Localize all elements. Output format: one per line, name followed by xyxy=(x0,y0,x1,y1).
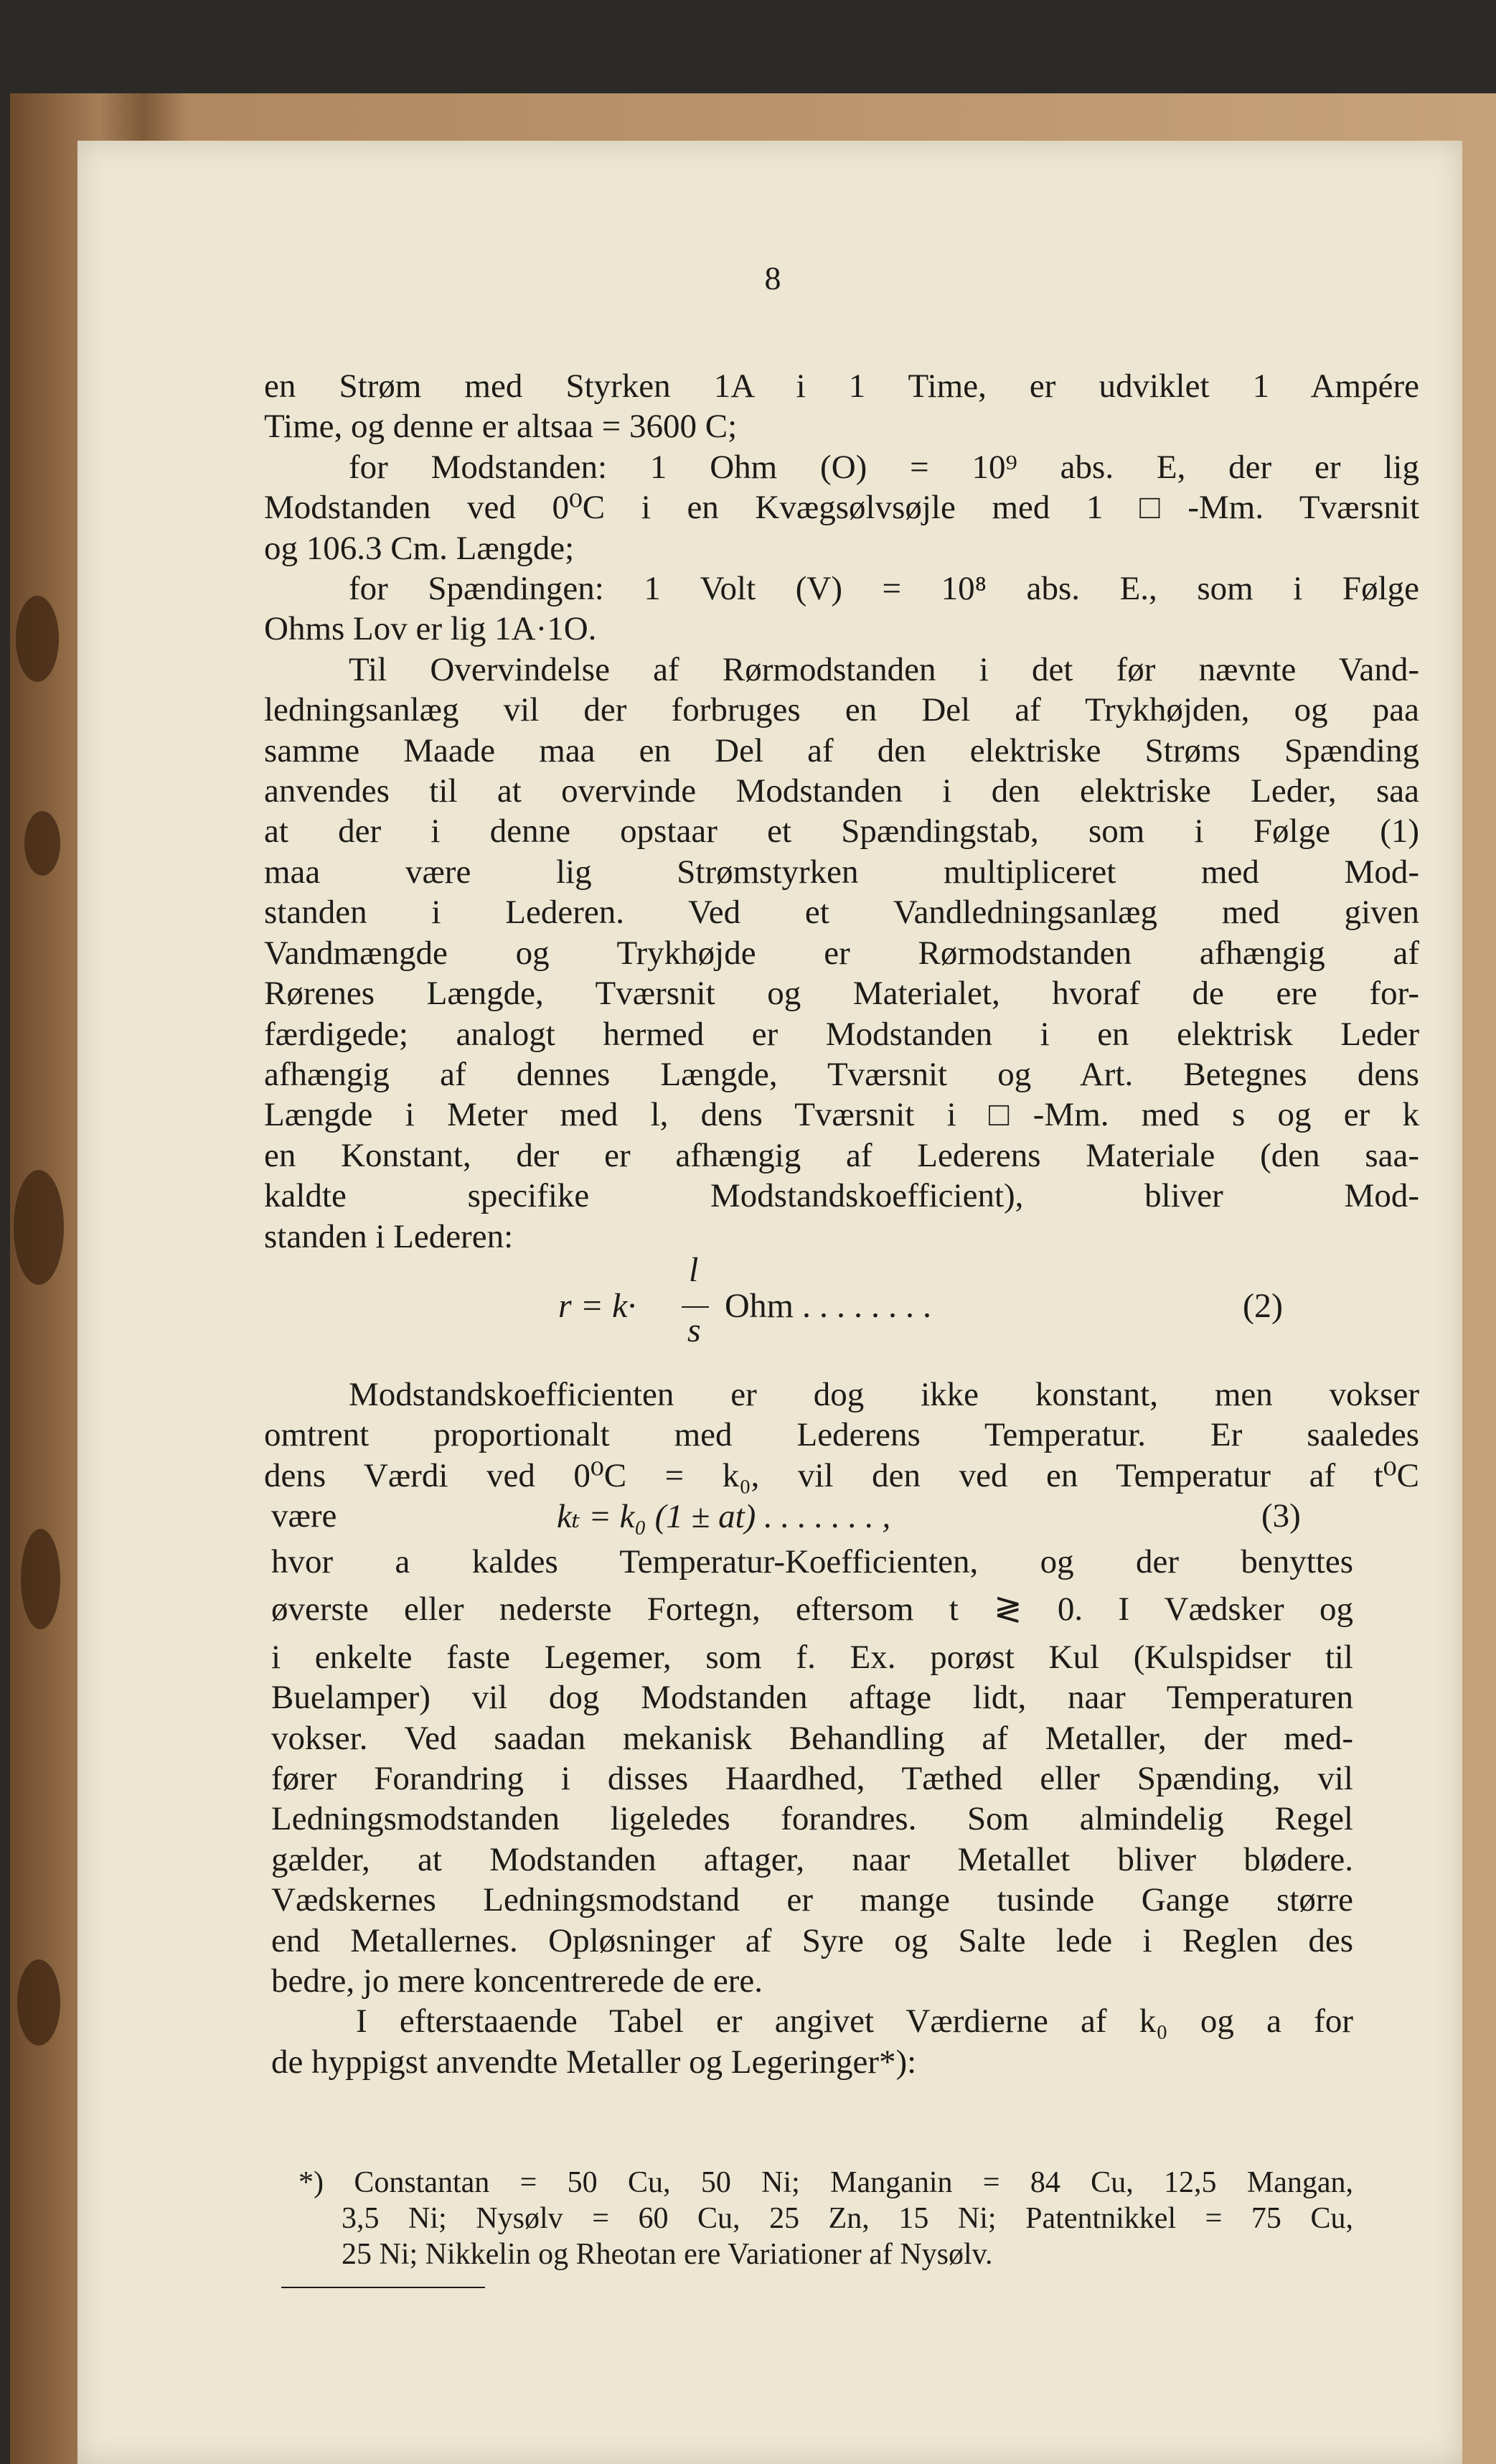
stain xyxy=(24,811,60,876)
text-line: en Konstant, der er afhængig af Lederens Materiale (den saa- xyxy=(264,1136,1419,1174)
stain xyxy=(21,1529,60,1629)
text-line: ledningsanlæg vil der forbruges en Del af Trykhøjden, og paa xyxy=(264,691,1419,729)
formula-lead: være xyxy=(271,1497,337,1535)
fraction-numerator: l xyxy=(689,1251,699,1289)
text-line: i enkelte faste Legemer, som f. Ex. porøst Kul (Kulspidser til xyxy=(271,1638,1353,1676)
text-line: de hyppigst anvendte Metaller og Legeringer*): xyxy=(271,2043,917,2081)
text-line: standen i Lederen. Ved et Vandledningsanlæg med given xyxy=(264,894,1419,932)
text-line: maa være lig Strømstyrken multipliceret med Mod- xyxy=(264,853,1419,891)
text-line: Til Overvindelse af Rørmodstanden i det før nævnte Vand- xyxy=(349,650,1419,688)
formula-2 xyxy=(0,1251,1496,1357)
text-line: og 106.3 Cm. Længde; xyxy=(264,529,575,567)
text-line: Time, og denne er altsaa = 3600 C; xyxy=(264,408,738,446)
text-line: omtrent proportionalt med Lederens Temperatur. Er saaledes xyxy=(264,1416,1419,1454)
text-line: vokser. Ved saadan mekanisk Behandling af Metaller, der med- xyxy=(271,1719,1353,1757)
text-line: Ohms Lov er lig 1A·1O. xyxy=(264,610,597,648)
page-number: 8 xyxy=(764,260,781,296)
stain xyxy=(17,1959,60,2046)
text-line: end Metallernes. Opløsninger af Syre og Salte lede i Reglen des xyxy=(271,1921,1353,1959)
text-line: Buelamper) vil dog Modstanden aftage lidt, naar Temperaturen xyxy=(271,1679,1353,1717)
text-line: fører Forandring i disses Haardhed, Tæthed eller Spænding, vil xyxy=(271,1760,1353,1798)
text-line: dens Værdi ved 0⁰C = k₀, vil den ved en Temperatur af t⁰C xyxy=(264,1456,1419,1494)
text-line: hvor a kaldes Temperatur-Koefficienten, og der benyttes xyxy=(271,1543,1353,1580)
text-line: afhængig af dennes Længde, Tværsnit og Art. Betegnes dens xyxy=(264,1055,1419,1093)
text-line: Rørenes Længde, Tværsnit og Materialet, hvoraf de ere for- xyxy=(264,975,1419,1013)
text-line: bedre, jo mere koncentrerede de ere. xyxy=(271,1962,763,2000)
text-line: færdigede; analogt hermed er Modstanden i en elektrisk Leder xyxy=(264,1015,1419,1053)
text-line: en Strøm med Styrken 1A i 1 Time, er udviklet 1 Ampére xyxy=(264,367,1419,405)
text-line: Vædskernes Ledningsmodstand er mange tusinde Gange større xyxy=(271,1881,1353,1919)
text-line: samme Maade maa en Del af den elektriske Strøms Spænding xyxy=(264,731,1419,769)
equation-number: (3) xyxy=(1261,1497,1301,1535)
formula-unit: Ohm . . . . . . . . xyxy=(725,1287,931,1325)
formula-3 xyxy=(0,1496,1496,1540)
text-line: anvendes til at overvinde Modstanden i den elektriske Leder, saa xyxy=(264,772,1419,810)
text-line: at der i denne opstaar et Spændingstab, som i Følge (1) xyxy=(264,812,1419,851)
text-line: gælder, at Modstanden aftager, naar Metallet bliver blødere. xyxy=(271,1840,1353,1878)
page-text-b xyxy=(264,1374,1419,1496)
stain xyxy=(16,596,59,682)
equation-number: (2) xyxy=(1243,1287,1283,1325)
page-text-c xyxy=(271,1542,1353,2082)
formula-lhs: r = k· xyxy=(558,1287,636,1325)
text-line: for Modstanden: 1 Ohm (O) = 10⁹ abs. E, der er lig xyxy=(349,448,1419,486)
footnote-line: 3,5 Ni; Nysølv = 60 Cu, 25 Zn, 15 Ni; Patentnikkel = 75 Cu, xyxy=(342,2202,1353,2235)
text-line: Modstandskoefficienten er dog ikke konstant, men vokser xyxy=(349,1376,1419,1413)
footnote-line: 25 Ni; Nikkelin og Rheotan ere Variationer af Nysølv. xyxy=(342,2238,993,2271)
text-line: øverste eller nederste Fortegn, eftersom t ≷ 0. I Vædsker og xyxy=(271,1591,1353,1629)
footnote-line: *) Constantan = 50 Cu, 50 Ni; Manganin = 84 Cu, 12,5 Mangan, xyxy=(298,2166,1353,2199)
fraction-bar xyxy=(682,1306,709,1308)
text-line: Modstanden ved 0⁰C i en Kvægsølvsøjle med 1 □-Mm. Tværsnit xyxy=(264,489,1419,527)
text-line: for Spændingen: 1 Volt (V) = 10⁸ abs. E., som i Følge xyxy=(349,570,1419,608)
text-line: standen i Lederen: xyxy=(264,1217,514,1255)
text-line: Længde i Meter med l, dens Tværsnit i □-Mm. med s og er k xyxy=(264,1096,1419,1134)
footnote-rule xyxy=(281,2287,485,2288)
fraction-denominator: s xyxy=(687,1311,701,1349)
text-line: Ledningsmodstanden ligeledes forandres. Som almindelig Regel xyxy=(271,1800,1353,1838)
text-line: Vandmængde og Trykhøjde er Rørmodstanden afhængig af xyxy=(264,934,1419,972)
formula-expr: kₜ = k₀ (1 ± at) . . . . . . . , xyxy=(557,1498,891,1535)
stain xyxy=(14,1170,64,1285)
text-line: kaldte specifike Modstandskoefficient), bliver Mod- xyxy=(264,1177,1419,1215)
text-line: I efterstaaende Tabel er angivet Værdierne af k₀ og a for xyxy=(356,2002,1353,2041)
footnote xyxy=(298,2165,1353,2272)
